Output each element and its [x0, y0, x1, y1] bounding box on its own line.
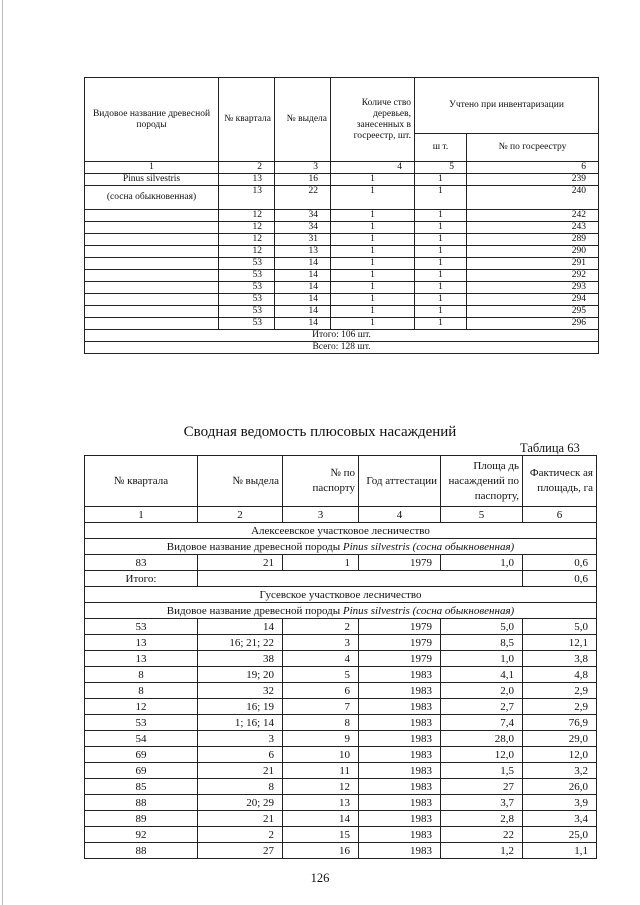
header-count: Количе ство деревьев, занесенных в госреестр, шт.	[331, 78, 415, 162]
year-cell: 1983	[359, 763, 441, 779]
quarter-cell: 89	[85, 811, 198, 827]
allotment-cell: 1; 16; 14	[198, 715, 283, 731]
year-cell: 1979	[359, 619, 441, 635]
passport-cell: 1	[283, 555, 359, 571]
species-cell	[85, 270, 219, 282]
header-allotment: № выдела	[275, 78, 331, 162]
area-passport-cell: 1,5	[441, 763, 523, 779]
species-label: Видовое название древесной породы	[166, 540, 343, 553]
count-cell: 1	[331, 186, 415, 210]
area-actual-cell: 29,0	[523, 731, 597, 747]
year-cell: 1983	[359, 843, 441, 859]
area-passport-cell: 4,1	[441, 667, 523, 683]
count-cell: 1	[331, 258, 415, 270]
column-number: 4	[359, 507, 441, 523]
passport-cell: 11	[283, 763, 359, 779]
quarter-cell: 88	[85, 843, 198, 859]
quarter-cell: 13	[219, 174, 275, 186]
count-cell: 1	[331, 210, 415, 222]
column-number: 5	[415, 162, 467, 174]
table-row	[85, 699, 597, 715]
registry-no-cell: 239	[467, 174, 599, 186]
passport-cell: 15	[283, 827, 359, 843]
registry-no-cell: 240	[467, 186, 599, 210]
registry-no-cell: 291	[467, 258, 599, 270]
passport-cell: 4	[283, 651, 359, 667]
header-passport: № по паспорту	[283, 456, 359, 507]
allotment-cell: 14	[198, 619, 283, 635]
allotment-cell: 38	[198, 651, 283, 667]
empty-cell	[198, 571, 523, 587]
column-numbers-row	[85, 162, 599, 174]
total-row	[85, 571, 597, 587]
species-cell	[85, 294, 219, 306]
header-area-actual: Фактическ ая площадь, га	[523, 456, 597, 507]
passport-cell: 7	[283, 699, 359, 715]
pcs-cell: 1	[415, 234, 467, 246]
quarter-cell: 69	[85, 763, 198, 779]
header-quarter: № квартала	[219, 78, 275, 162]
area-passport-cell: 2,8	[441, 811, 523, 827]
area-passport-cell: 1,0	[441, 651, 523, 667]
allotment-cell: 2	[198, 827, 283, 843]
area-passport-cell: 5,0	[441, 619, 523, 635]
quarter-cell: 12	[219, 210, 275, 222]
quarter-cell: 12	[85, 699, 198, 715]
registry-trees-table	[84, 77, 599, 354]
quarter-cell: 53	[219, 270, 275, 282]
header-species: Видовое название древесной породы	[85, 78, 219, 162]
species-cell	[85, 306, 219, 318]
area-passport-cell: 1,0	[441, 555, 523, 571]
species-row	[85, 603, 597, 619]
quarter-cell: 53	[219, 318, 275, 330]
year-cell: 1983	[359, 731, 441, 747]
column-number: 1	[85, 507, 198, 523]
area-passport-cell: 8,5	[441, 635, 523, 651]
year-cell: 1983	[359, 811, 441, 827]
allotment-cell: 16; 19	[198, 699, 283, 715]
area-actual-cell: 76,9	[523, 715, 597, 731]
table-row	[85, 270, 599, 282]
quarter-cell: 12	[219, 222, 275, 234]
table-row	[85, 811, 597, 827]
passport-cell: 3	[283, 635, 359, 651]
column-number: 6	[523, 507, 597, 523]
pcs-cell: 1	[415, 294, 467, 306]
pcs-cell: 1	[415, 270, 467, 282]
registry-no-cell: 293	[467, 282, 599, 294]
header-inventory: Учтено при инвентаризации	[415, 78, 599, 134]
registry-no-cell: 242	[467, 210, 599, 222]
header-area-passport: Площа дь насаждений по паспорту,	[441, 456, 523, 507]
page-number: 126	[310, 871, 330, 885]
allotment-cell: 14	[275, 258, 331, 270]
year-cell: 1979	[359, 635, 441, 651]
area-passport-cell: 27	[441, 779, 523, 795]
allotment-cell: 14	[275, 270, 331, 282]
area-actual-cell: 12,1	[523, 635, 597, 651]
area-actual-cell: 0,6	[523, 555, 597, 571]
table-row	[85, 651, 597, 667]
species-cell	[85, 282, 219, 294]
table-row	[85, 294, 599, 306]
table-row	[85, 827, 597, 843]
total-row	[85, 330, 599, 342]
column-number: 3	[275, 162, 331, 174]
allotment-cell: 19; 20	[198, 667, 283, 683]
quarter-cell: 69	[85, 747, 198, 763]
passport-cell: 14	[283, 811, 359, 827]
allotment-cell: 31	[275, 234, 331, 246]
table-row	[85, 731, 597, 747]
allotment-cell: 21	[198, 555, 283, 571]
registry-no-cell: 243	[467, 222, 599, 234]
quarter-cell: 53	[219, 282, 275, 294]
table-number: Таблица 63	[520, 441, 580, 455]
area-actual-cell: 3,9	[523, 795, 597, 811]
allotment-cell: 3	[198, 731, 283, 747]
species-cell	[85, 539, 597, 555]
pcs-cell: 1	[415, 306, 467, 318]
quarter-cell: 88	[85, 795, 198, 811]
pcs-cell: 1	[415, 282, 467, 294]
table-row	[85, 318, 599, 330]
area-passport-cell: 2,0	[441, 683, 523, 699]
allotment-cell: 8	[198, 779, 283, 795]
allotment-cell: 32	[198, 683, 283, 699]
allotment-cell: 34	[275, 210, 331, 222]
allotment-cell: 21	[198, 763, 283, 779]
area-actual-cell: 3,2	[523, 763, 597, 779]
quarter-cell: 8	[85, 667, 198, 683]
column-number: 6	[467, 162, 599, 174]
count-cell: 1	[331, 222, 415, 234]
total-cell: Итого: 106 шт.	[85, 330, 599, 342]
year-cell: 1979	[359, 651, 441, 667]
pcs-cell: 1	[415, 174, 467, 186]
species-row	[85, 539, 597, 555]
column-number: 3	[283, 507, 359, 523]
area-actual-cell: 26,0	[523, 779, 597, 795]
registry-no-cell: 292	[467, 270, 599, 282]
table-row	[85, 763, 597, 779]
table-row	[85, 174, 599, 186]
table-row	[85, 282, 599, 294]
count-cell: 1	[331, 294, 415, 306]
registry-no-cell: 294	[467, 294, 599, 306]
table-row	[85, 306, 599, 318]
year-cell: 1983	[359, 699, 441, 715]
table-row	[85, 635, 597, 651]
quarter-cell: 53	[219, 294, 275, 306]
area-actual-cell: 12,0	[523, 747, 597, 763]
count-cell: 1	[331, 306, 415, 318]
table-row	[85, 186, 599, 210]
passport-cell: 8	[283, 715, 359, 731]
count-cell: 1	[331, 234, 415, 246]
quarter-cell: 8	[85, 683, 198, 699]
species-latin: Pinus silvestris (сосна обыкновенная)	[342, 604, 515, 617]
area-actual-cell: 3,8	[523, 651, 597, 667]
header-pcs: ш т.	[415, 134, 467, 162]
column-number: 2	[198, 507, 283, 523]
area-actual-cell: 1,1	[523, 843, 597, 859]
quarter-cell: 12	[219, 234, 275, 246]
forestry-section	[85, 587, 597, 603]
column-number: 4	[331, 162, 415, 174]
registry-no-cell: 289	[467, 234, 599, 246]
species-cell	[85, 222, 219, 234]
allotment-cell: 14	[275, 294, 331, 306]
allotment-cell: 6	[198, 747, 283, 763]
species-cell	[85, 318, 219, 330]
forestry-section-cell: Гусевское участковое лесничество	[85, 587, 597, 603]
column-number: 2	[219, 162, 275, 174]
pcs-cell: 1	[415, 246, 467, 258]
area-actual-cell: 5,0	[523, 619, 597, 635]
count-cell: 1	[331, 174, 415, 186]
area-actual-cell: 3,4	[523, 811, 597, 827]
quarter-cell: 54	[85, 731, 198, 747]
passport-cell: 6	[283, 683, 359, 699]
total-label: Итого:	[85, 571, 198, 587]
registry-no-cell: 296	[467, 318, 599, 330]
allotment-cell: 20; 29	[198, 795, 283, 811]
table-row	[85, 619, 597, 635]
passport-cell: 16	[283, 843, 359, 859]
area-passport-cell: 12,0	[441, 747, 523, 763]
year-cell: 1979	[359, 555, 441, 571]
table-row	[85, 747, 597, 763]
quarter-cell: 13	[85, 635, 198, 651]
species-cell	[85, 210, 219, 222]
table-row	[85, 246, 599, 258]
table-row	[85, 843, 597, 859]
year-cell: 1983	[359, 683, 441, 699]
quarter-cell: 53	[85, 715, 198, 731]
allotment-cell: 16; 21; 22	[198, 635, 283, 651]
allotment-cell: 22	[275, 186, 331, 210]
quarter-cell: 13	[85, 651, 198, 667]
pcs-cell: 1	[415, 210, 467, 222]
column-numbers-row	[85, 507, 597, 523]
passport-cell: 9	[283, 731, 359, 747]
species-cell	[85, 603, 597, 619]
area-passport-cell: 22	[441, 827, 523, 843]
registry-no-cell: 290	[467, 246, 599, 258]
forestry-section-cell: Алексеевское участковое лесничество	[85, 523, 597, 539]
area-passport-cell: 28,0	[441, 731, 523, 747]
quarter-cell: 85	[85, 779, 198, 795]
area-actual-cell: 2,9	[523, 683, 597, 699]
allotment-cell: 13	[275, 246, 331, 258]
table-row	[85, 795, 597, 811]
header-quarter: № квартала	[85, 456, 198, 507]
passport-cell: 2	[283, 619, 359, 635]
table-row	[85, 234, 599, 246]
quarter-cell: 83	[85, 555, 198, 571]
total-row	[85, 342, 599, 354]
pcs-cell: 1	[415, 222, 467, 234]
area-actual-cell: 4,8	[523, 667, 597, 683]
year-cell: 1983	[359, 747, 441, 763]
table-row	[85, 258, 599, 270]
forestry-section	[85, 523, 597, 539]
passport-cell: 13	[283, 795, 359, 811]
passport-cell: 10	[283, 747, 359, 763]
registry-no-cell: 295	[467, 306, 599, 318]
quarter-cell: 13	[219, 186, 275, 210]
total-value: 0,6	[523, 571, 597, 587]
species-cell: (сосна обыкновенная)	[85, 186, 219, 210]
year-cell: 1983	[359, 827, 441, 843]
pcs-cell: 1	[415, 258, 467, 270]
quarter-cell: 92	[85, 827, 198, 843]
area-passport-cell: 3,7	[441, 795, 523, 811]
header-allotment: № выдела	[198, 456, 283, 507]
area-passport-cell: 7,4	[441, 715, 523, 731]
species-label: Видовое название древесной породы	[166, 604, 343, 617]
pcs-cell: 1	[415, 186, 467, 210]
area-actual-cell: 25,0	[523, 827, 597, 843]
area-passport-cell: 1,2	[441, 843, 523, 859]
count-cell: 1	[331, 282, 415, 294]
species-cell	[85, 258, 219, 270]
passport-cell: 5	[283, 667, 359, 683]
species-cell: Pinus silvestris	[85, 174, 219, 186]
quarter-cell: 53	[219, 306, 275, 318]
allotment-cell: 21	[198, 811, 283, 827]
count-cell: 1	[331, 246, 415, 258]
year-cell: 1983	[359, 667, 441, 683]
table-row	[85, 683, 597, 699]
year-cell: 1983	[359, 795, 441, 811]
allotment-cell: 14	[275, 306, 331, 318]
species-latin: Pinus silvestris (сосна обыкновенная)	[342, 540, 515, 553]
count-cell: 1	[331, 270, 415, 282]
column-number: 1	[85, 162, 219, 174]
table-row	[85, 555, 597, 571]
table-row	[85, 667, 597, 683]
allotment-cell: 34	[275, 222, 331, 234]
total-cell: Всего: 128 шт.	[85, 342, 599, 354]
quarter-cell: 53	[219, 258, 275, 270]
year-cell: 1983	[359, 779, 441, 795]
allotment-cell: 16	[275, 174, 331, 186]
passport-cell: 12	[283, 779, 359, 795]
year-cell: 1983	[359, 715, 441, 731]
species-cell	[85, 246, 219, 258]
header-year: Год аттестации	[359, 456, 441, 507]
table-row	[85, 210, 599, 222]
table-row	[85, 715, 597, 731]
table-row	[85, 779, 597, 795]
count-cell: 1	[331, 318, 415, 330]
species-cell	[85, 234, 219, 246]
header-registry-no: № по госреестру	[467, 134, 599, 162]
allotment-cell: 14	[275, 318, 331, 330]
area-passport-cell: 2,7	[441, 699, 523, 715]
scan-edge-line	[2, 0, 3, 905]
plus-stands-table	[84, 455, 597, 859]
allotment-cell: 14	[275, 282, 331, 294]
quarter-cell: 12	[219, 246, 275, 258]
allotment-cell: 27	[198, 843, 283, 859]
page-title: Сводная ведомость плюсовых насаждений	[183, 424, 457, 440]
table-row	[85, 222, 599, 234]
quarter-cell: 53	[85, 619, 198, 635]
pcs-cell: 1	[415, 318, 467, 330]
area-actual-cell: 2,9	[523, 699, 597, 715]
column-number: 5	[441, 507, 523, 523]
